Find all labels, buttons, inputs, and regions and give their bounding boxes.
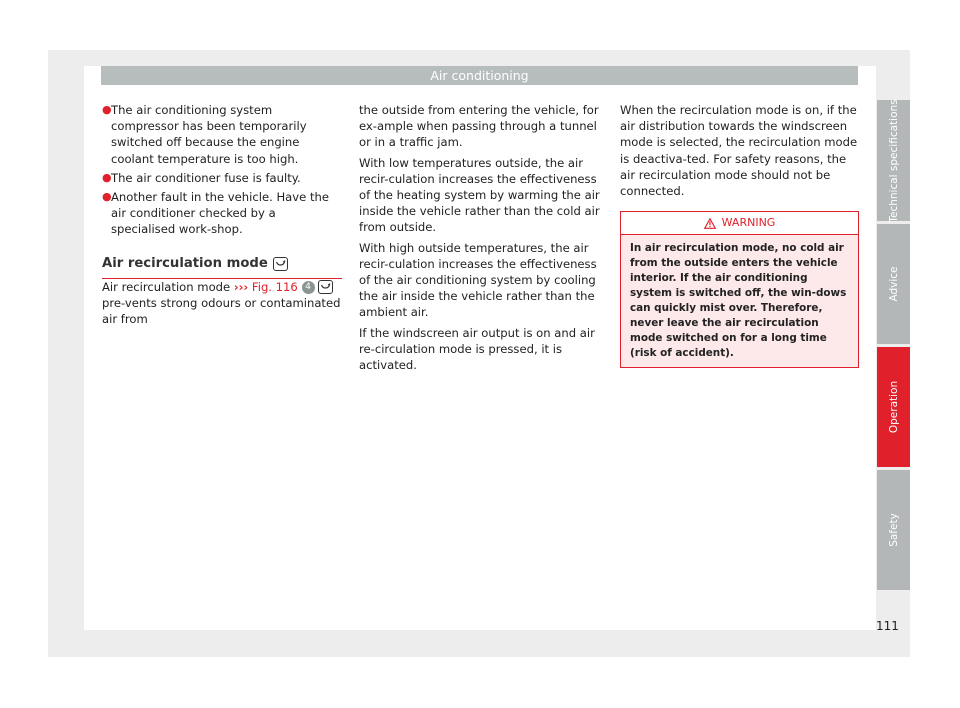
- paragraph: When the recirculation mode is on, if the air distribution towards the windscreen mode is selected, the recirculation mode is deactiva-ted. For safety reasons, the air recirculation mode should not be connected.: [620, 103, 858, 199]
- recirculation-icon: [318, 280, 333, 294]
- paragraph: the outside from entering the vehicle, for ex-ample when passing through a tunnel or in a traffic jam.: [359, 103, 599, 150]
- bullet-icon: ●: [102, 170, 112, 184]
- header-title: Air conditioning: [430, 68, 529, 83]
- list-item: ● The air conditioner fuse is faulty.: [102, 170, 301, 185]
- recirculation-section: [102, 256, 342, 328]
- tab-advice[interactable]: Advice: [877, 224, 910, 344]
- callout-number: 4: [302, 281, 315, 294]
- section-body: Air recirculation mode ››› Fig. 116 4 pre-vents strong odours or contaminated air from: [102, 279, 341, 327]
- tab-technical-specifications[interactable]: Technical specifications: [877, 100, 910, 221]
- warning-title: WARNING: [721, 216, 776, 230]
- list-item: ● The air conditioning system compressor has been temporarily switched off because the engine coolant temperature is too high.: [102, 103, 307, 166]
- paragraph: If the windscreen air output is on and air re-circulation mode is pressed, it is activated.: [359, 325, 595, 373]
- warning-triangle-icon: [704, 218, 716, 229]
- recirculation-icon: [273, 257, 288, 271]
- figure-link[interactable]: Fig. 116: [251, 279, 298, 294]
- page-number: 111: [876, 619, 899, 633]
- column-2: [359, 102, 600, 377]
- column-1: [102, 102, 342, 331]
- section-header: [101, 66, 858, 85]
- warning-box: [620, 211, 859, 368]
- warning-text: In air recirculation mode, no cold air from the outside enters the vehicle interior. If the air conditioning system is switched off, the win-dows can quickly mist over. Therefore, never leave the air recirculation mode switched on for a long time (risk of accident).: [630, 242, 847, 360]
- paragraph: With high outside temperatures, the air recir-culation increases the effectiveness of the air conditioning system by cooling the air inside the vehicle rather than the ambient air.: [359, 240, 597, 320]
- reference-arrow: ›››: [233, 279, 249, 294]
- bullet-icon: ●: [102, 103, 112, 116]
- bullet-icon: ●: [102, 190, 112, 204]
- column-3: [620, 102, 860, 368]
- section-title: Air recirculation mode: [102, 256, 342, 279]
- tab-safety[interactable]: Safety: [877, 470, 910, 590]
- tab-operation[interactable]: Operation: [877, 347, 910, 467]
- paragraph: With low temperatures outside, the air recir-culation increases the effectiveness of the heating system by warming the air inside the vehicle rather than the cold air from outside.: [359, 155, 600, 235]
- warning-header: [621, 212, 858, 235]
- list-item: ● Another fault in the vehicle. Have the air conditioner checked by a specialised work-shop.: [102, 190, 329, 237]
